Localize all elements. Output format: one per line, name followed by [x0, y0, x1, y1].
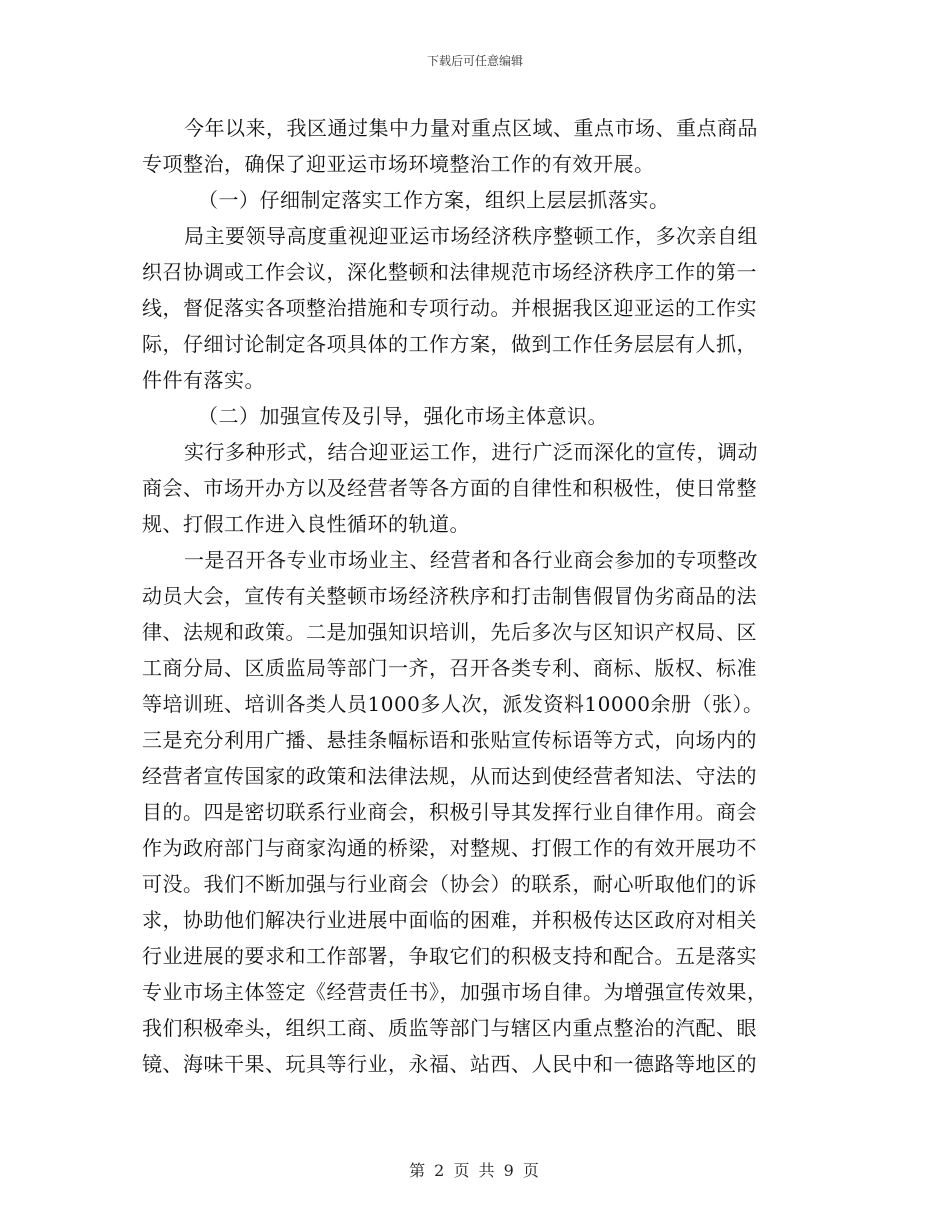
- body-text: [142, 110, 808, 1082]
- text-line: 线，督促落实各项整治措施和专项行动。并根据我区迎亚运的工作实: [142, 296, 757, 320]
- text-line: 我们积极牵头，组织工商、质监等部门与辖区内重点整治的汽配、眼: [142, 1016, 757, 1040]
- text-line: 件件有落实。: [142, 368, 265, 392]
- text-line: 实行多种形式，结合迎亚运工作，进行广泛而深化的宣传，调动: [184, 440, 758, 464]
- text-line: 际，仔细讨论制定各项具体的工作方案，做到工作任务层层有人抓，: [142, 332, 757, 356]
- text-line: 一是召开各专业市场业主、经营者和各行业商会参加的专项整改: [184, 548, 758, 572]
- text-line: 等培训班、培训各类人员1000多人次，派发资料10000余册（张）。: [142, 692, 764, 716]
- text-line: 商会、市场开办方以及经营者等各方面的自律性和积极性，使日常整: [142, 476, 757, 500]
- text-line: 今年以来，我区通过集中力量对重点区域、重点市场、重点商品: [184, 116, 758, 140]
- text-line: 行业进展的要求和工作部署，争取它们的积极支持和配合。五是落实: [142, 944, 757, 968]
- text-line: 镜、海味干果、玩具等行业，永福、站西、人民中和一德路等地区的: [142, 1052, 757, 1076]
- text-line: （二）加强宣传及引导，强化市场主体意识。: [198, 404, 608, 428]
- text-line: 局主要领导高度重视迎亚运市场经济秩序整顿工作，多次亲自组: [184, 224, 758, 248]
- page-number: 第 2 页 共 9 页: [409, 1161, 541, 1180]
- text-line: 目的。四是密切联系行业商会，积极引导其发挥行业自律作用。商会: [142, 800, 757, 824]
- text-line: 求，协助他们解决行业进展中面临的困难，并积极传达区政府对相关: [142, 908, 757, 932]
- text-line: 作为政府部门与商家沟通的桥梁，对整规、打假工作的有效开展功不: [142, 836, 757, 860]
- text-line: 工商分局、区质监局等部门一齐，召开各类专利、商标、版权、标准: [142, 656, 757, 680]
- text-line: 专业市场主体签定《经营责任书》，加强市场自律。为增强宣传效果，: [142, 980, 768, 1004]
- text-line: 律、法规和政策。二是加强知识培训，先后多次与区知识产权局、区: [142, 620, 757, 644]
- text-line: （一）仔细制定落实工作方案，组织上层层抓落实。: [198, 188, 670, 212]
- text-line: 动员大会，宣传有关整顿市场经济秩序和打击制售假冒伪劣商品的法: [142, 584, 757, 608]
- document-body: [142, 110, 808, 1082]
- text-line: 专项整治，确保了迎亚运市场环境整治工作的有效开展。: [142, 152, 655, 176]
- text-line: 可没。我们不断加强与行业商会（协会）的联系，耐心听取他们的诉: [142, 872, 757, 896]
- text-line: 规、打假工作进入良性循环的轨道。: [142, 512, 470, 536]
- text-line: 三是充分利用广播、悬挂条幅标语和张贴宣传标语等方式，向场内的: [142, 728, 757, 752]
- text-line: 经营者宣传国家的政策和法律法规，从而达到使经营者知法、守法的: [142, 764, 757, 788]
- text-line: 织召协调或工作会议，深化整顿和法律规范市场经济秩序工作的第一: [142, 260, 757, 284]
- page-header-note: 下载后可任意编辑: [426, 54, 523, 68]
